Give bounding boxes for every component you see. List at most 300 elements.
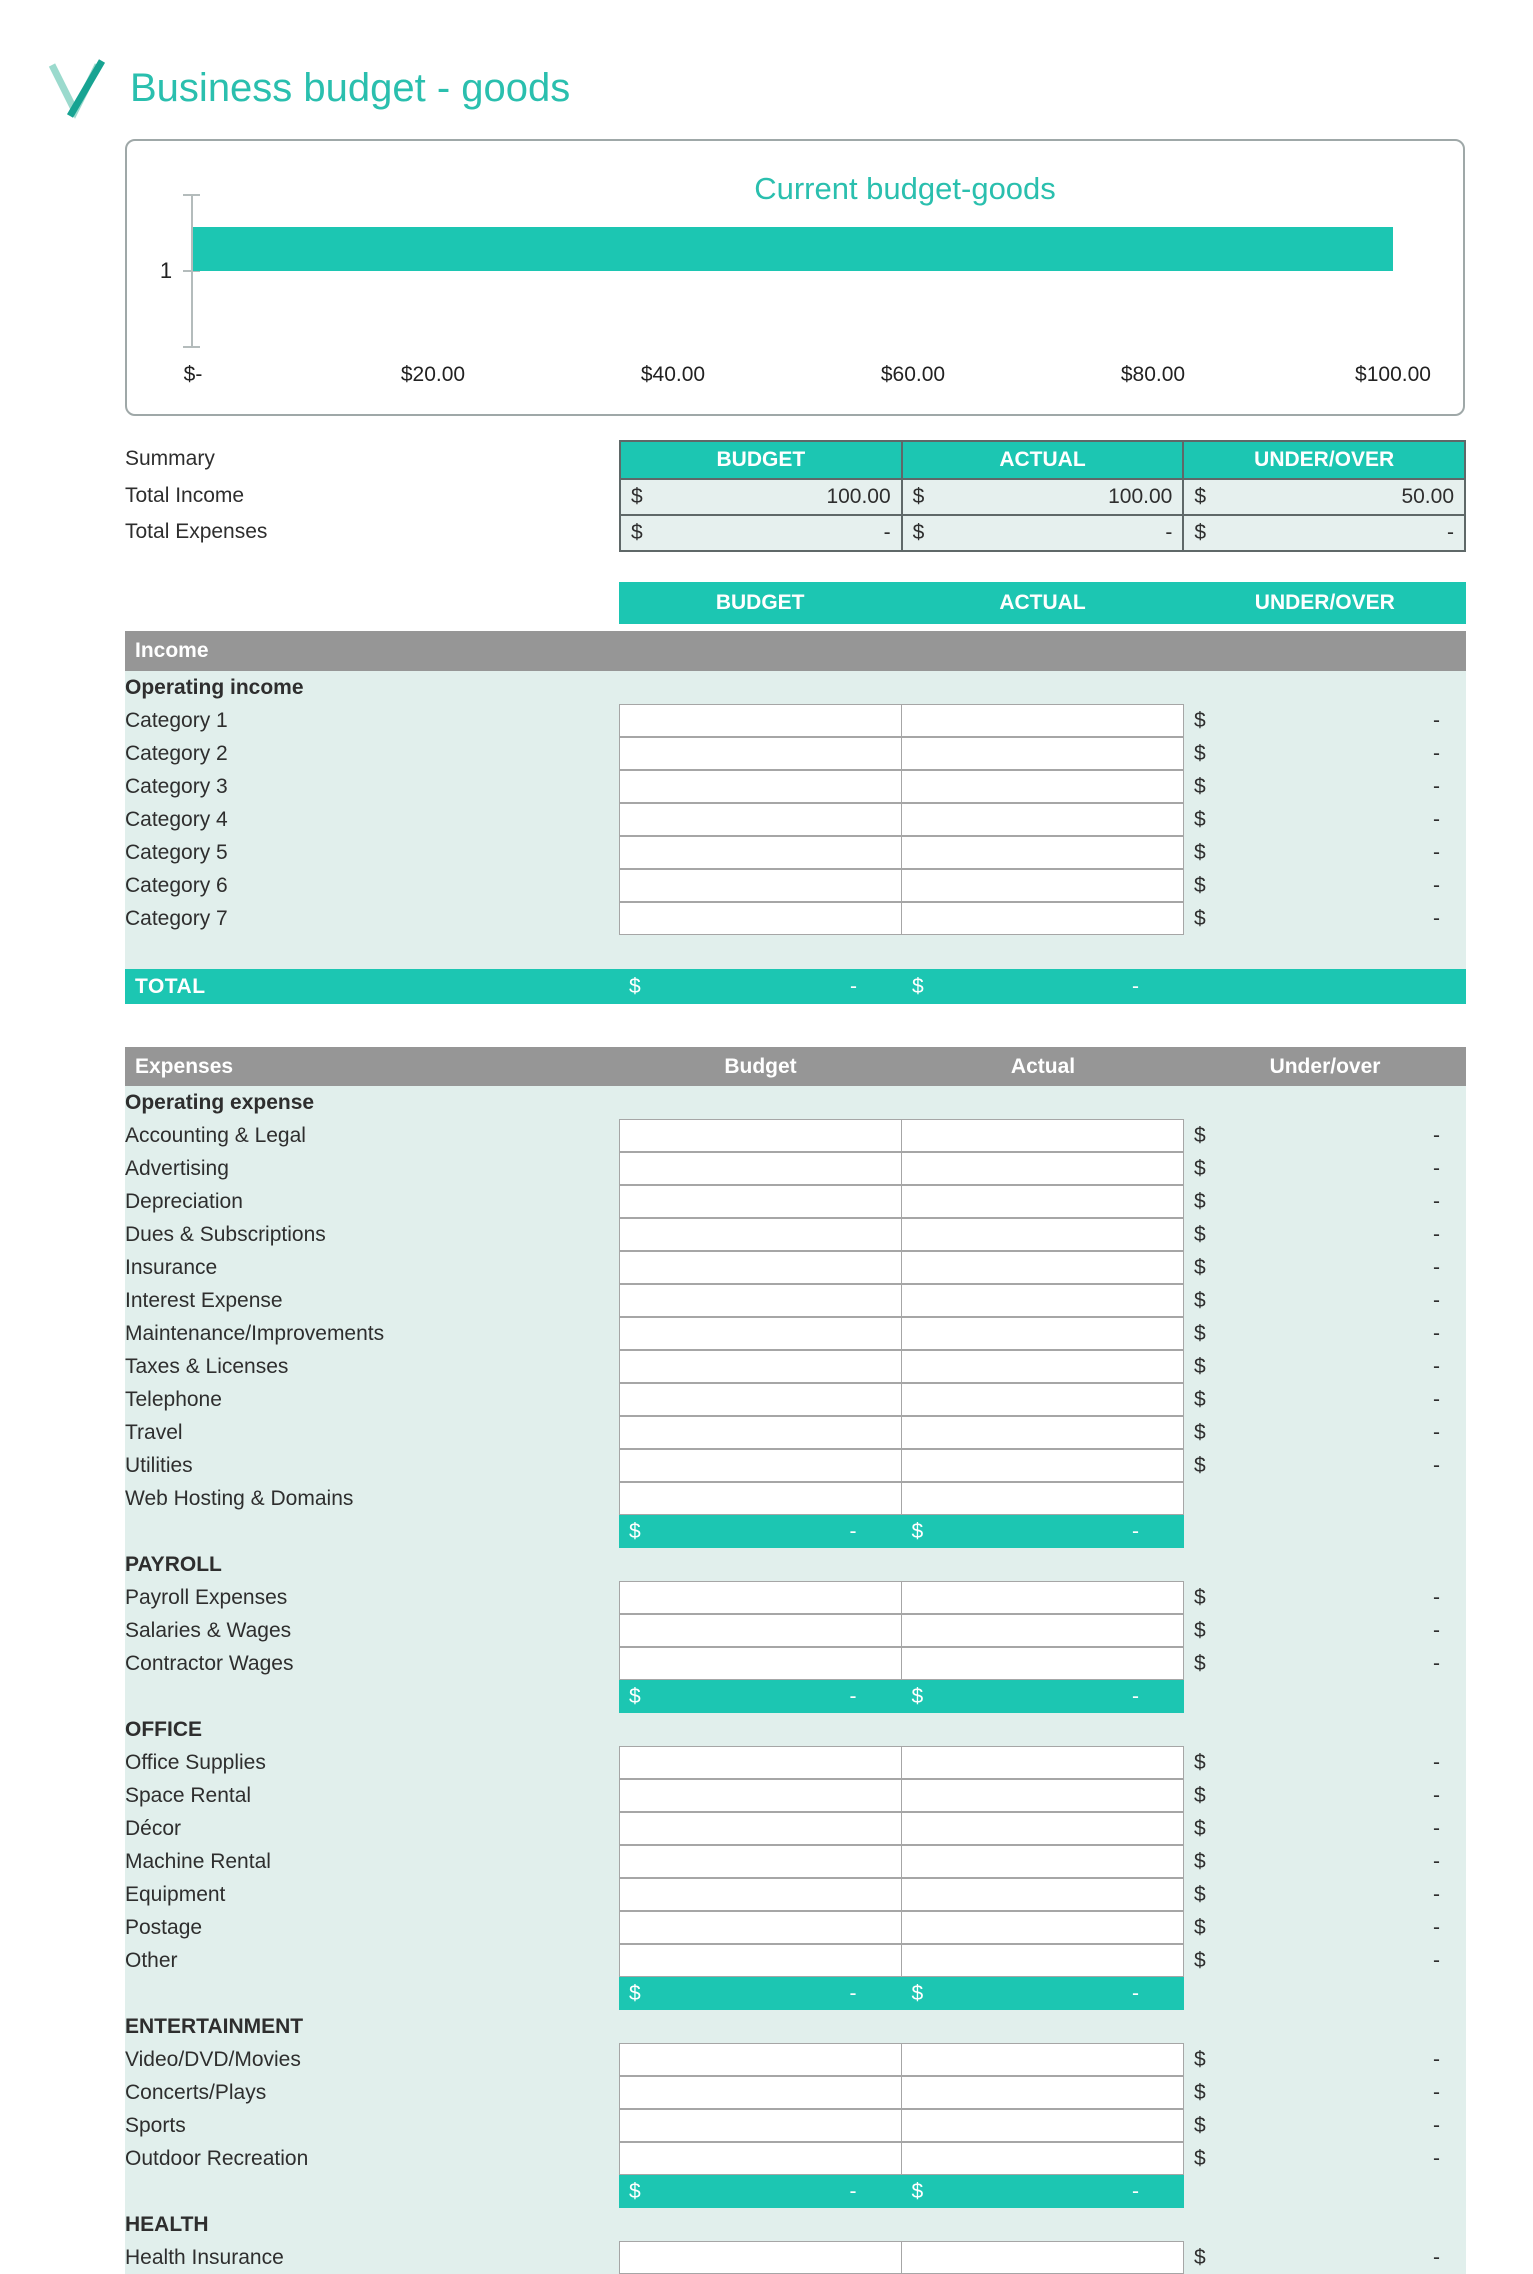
- table-row: [125, 1614, 1466, 1647]
- underover-cell: [1184, 704, 1466, 737]
- currency-symbol: $: [629, 974, 641, 998]
- budget-actual-cells: [619, 836, 1184, 869]
- income-gap: [125, 935, 1466, 969]
- underover-cell: [1184, 1152, 1466, 1185]
- underover-cell: [1184, 1185, 1466, 1218]
- row-label: Category 1: [125, 708, 228, 732]
- table-row: [125, 803, 1466, 836]
- group-label-row: [125, 1548, 1466, 1581]
- summary-side-labels: [125, 440, 619, 552]
- actual-cell-input[interactable]: [902, 1747, 1183, 1778]
- currency-symbol: $: [1194, 1288, 1206, 1312]
- budget-cell-input[interactable]: [620, 1945, 902, 1976]
- subtotal-bar: [619, 1977, 1184, 2010]
- underover-cell: [1184, 1614, 1466, 1647]
- budget-actual-cells: [619, 737, 1184, 770]
- underover-cell: [1184, 902, 1466, 935]
- group-label-row: [125, 671, 1466, 704]
- row-label: Outdoor Recreation: [125, 2146, 309, 2170]
- underover-value: -: [1433, 2113, 1440, 2137]
- currency-symbol: $: [911, 1684, 924, 1708]
- expenses-section-bar: [125, 1047, 1466, 1086]
- group-label: ENTERTAINMENT: [125, 2014, 304, 2038]
- table-row: [125, 2109, 1466, 2142]
- row-label: Dues & Subscriptions: [125, 1222, 326, 1246]
- actual-cell-input[interactable]: [902, 2110, 1183, 2141]
- underover-cell: [1184, 1911, 1466, 1944]
- income-section-bar: [125, 631, 1466, 671]
- budget-cell-input[interactable]: [620, 1384, 902, 1415]
- table-row: [125, 1845, 1466, 1878]
- subtotal-bar: [619, 1680, 1184, 1713]
- underover-cell: [1184, 1449, 1466, 1482]
- underover-cell: [1184, 1845, 1466, 1878]
- x-axis-tick-label: $80.00: [1120, 363, 1186, 386]
- actual-cell-input[interactable]: [902, 1780, 1183, 1811]
- budget-cell-input[interactable]: [620, 1747, 902, 1778]
- budget-cell-input[interactable]: [620, 2242, 902, 2273]
- budget-actual-cells: [619, 1284, 1184, 1317]
- subtotal-cell: [902, 2175, 1185, 2208]
- budget-cell-input[interactable]: [620, 705, 902, 736]
- currency-symbol: $: [912, 974, 924, 998]
- row-label: [125, 1977, 619, 2010]
- total-value: -: [850, 974, 857, 998]
- underover-value: -: [1433, 1189, 1440, 1213]
- actual-cell-input[interactable]: [902, 738, 1183, 769]
- actual-cell-input[interactable]: [902, 837, 1183, 868]
- total-value: -: [1132, 974, 1139, 998]
- budget-cell-input[interactable]: [620, 1879, 902, 1910]
- group-label-row: [125, 1713, 1466, 1746]
- underover-cell: [1184, 1284, 1466, 1317]
- currency-symbol: $: [1194, 1321, 1206, 1345]
- actual-cell-input[interactable]: [902, 2077, 1183, 2108]
- actual-cell-input[interactable]: [902, 1648, 1183, 1679]
- actual-cell-input[interactable]: [902, 1450, 1183, 1481]
- table-row: [125, 1416, 1466, 1449]
- table-row: [125, 2076, 1466, 2109]
- budget-actual-cells: [619, 1878, 1184, 1911]
- row-label: Utilities: [125, 1453, 193, 1477]
- budget-cell-input[interactable]: [620, 2044, 902, 2075]
- actual-cell-input[interactable]: [902, 1318, 1183, 1349]
- budget-actual-cells: [619, 1911, 1184, 1944]
- underover-value: -: [1433, 1849, 1440, 1873]
- row-label: Health Insurance: [125, 2245, 284, 2269]
- underover-cell: [1184, 1944, 1466, 1977]
- budget-cell-input[interactable]: [620, 1582, 902, 1613]
- currency-symbol: $: [1194, 1255, 1206, 1279]
- currency-symbol: $: [629, 1981, 641, 2005]
- actual-cell-input[interactable]: [902, 1879, 1183, 1910]
- underover-value: -: [1433, 1585, 1440, 1609]
- table-row: [125, 1251, 1466, 1284]
- underover-cell: [1184, 2076, 1466, 2109]
- actual-cell-input[interactable]: [902, 2143, 1183, 2174]
- row-label: Concerts/Plays: [125, 2080, 267, 2104]
- currency-symbol: $: [1194, 1387, 1206, 1411]
- subtotal-bar: [619, 2175, 1184, 2208]
- budget-cell-input[interactable]: [620, 1417, 902, 1448]
- row-label: Category 3: [125, 774, 228, 798]
- budget-cell-input[interactable]: [620, 1846, 902, 1877]
- underover-cell: [1184, 1251, 1466, 1284]
- currency-symbol: $: [1194, 1915, 1206, 1939]
- table-row: [125, 902, 1466, 935]
- currency-symbol: $: [1194, 807, 1206, 831]
- underover-value: -: [1433, 1783, 1440, 1807]
- underover-value: -: [1433, 1915, 1440, 1939]
- table-row: [125, 737, 1466, 770]
- budget-cell-input[interactable]: [620, 1615, 902, 1646]
- currency-symbol: $: [911, 2179, 924, 2203]
- expenses-header-underover: Under/over: [1269, 1054, 1381, 1078]
- underover-cell: [1184, 1581, 1466, 1614]
- table-row: [125, 2142, 1466, 2175]
- currency-symbol: $: [1194, 521, 1207, 544]
- total-income-actual-cell: [903, 480, 1185, 514]
- underover-cell: [1184, 1416, 1466, 1449]
- currency-symbol: $: [629, 2179, 641, 2203]
- budget-actual-cells: [619, 2109, 1184, 2142]
- underover-value: -: [1433, 1651, 1440, 1675]
- currency-symbol: $: [1194, 1750, 1206, 1774]
- chart-bar: [193, 227, 1393, 271]
- subtotal-actual-value: -: [1132, 1981, 1139, 2005]
- underover-value: -: [1433, 1354, 1440, 1378]
- underover-cell: [1184, 1647, 1466, 1680]
- budget-actual-cells: [619, 1383, 1184, 1416]
- subtotal-budget-value: -: [849, 1684, 857, 1708]
- currency-symbol: $: [1194, 485, 1207, 508]
- currency-symbol: $: [1194, 1453, 1206, 1477]
- underover-value: -: [1433, 741, 1440, 765]
- row-label: Telephone: [125, 1387, 222, 1411]
- budget-actual-cells: [619, 770, 1184, 803]
- budget-actual-cells: [619, 1812, 1184, 1845]
- underover-cell: [1184, 737, 1466, 770]
- actual-cell-input[interactable]: [902, 804, 1183, 835]
- currency-symbol: $: [1194, 1189, 1206, 1213]
- budget-cell-input[interactable]: [620, 903, 902, 934]
- row-label: Taxes & Licenses: [125, 1354, 289, 1378]
- actual-cell-input[interactable]: [902, 1582, 1183, 1613]
- budget-actual-cells: [619, 1152, 1184, 1185]
- currency-symbol: $: [629, 1519, 641, 1543]
- actual-cell-input[interactable]: [902, 1813, 1183, 1844]
- budget-cell-input[interactable]: [620, 1153, 902, 1184]
- underover-cell: [1184, 2142, 1466, 2175]
- underover-value: -: [1433, 1123, 1440, 1147]
- currency-symbol: $: [1194, 2113, 1206, 2137]
- underover-value: -: [1433, 1321, 1440, 1345]
- underover-value: -: [1433, 2047, 1440, 2071]
- subtotal-bar: [619, 1515, 1184, 1548]
- currency-symbol: $: [1194, 1420, 1206, 1444]
- x-axis-tick-label: $40.00: [640, 363, 706, 386]
- subtotal-cell: [902, 1977, 1185, 2010]
- group-label-row: [125, 2010, 1466, 2043]
- actual-cell-input[interactable]: [902, 1417, 1183, 1448]
- underover-value: -: [1433, 840, 1440, 864]
- budget-cell-input[interactable]: [620, 738, 902, 769]
- row-label: Category 5: [125, 840, 228, 864]
- subtotal-actual-value: -: [1132, 1519, 1139, 1543]
- total-income-underover-cell: [1184, 480, 1464, 514]
- actual-cell-input[interactable]: [902, 705, 1183, 736]
- budget-cell-input[interactable]: [620, 1648, 902, 1679]
- income-section-label: Income: [135, 639, 209, 662]
- subtotal-actual-value: -: [1132, 1684, 1139, 1708]
- budget-cell-input[interactable]: [620, 870, 902, 901]
- row-label: Equipment: [125, 1882, 226, 1906]
- currency-symbol: $: [1194, 774, 1206, 798]
- budget-cell-input[interactable]: [620, 1186, 902, 1217]
- total-actual-cell: [902, 969, 1184, 1004]
- table-row: [125, 1284, 1466, 1317]
- budget-cell-input[interactable]: [620, 1252, 902, 1283]
- row-label: Category 7: [125, 906, 228, 930]
- row-label: Interest Expense: [125, 1288, 283, 1312]
- budget-cell-input[interactable]: [620, 2143, 902, 2174]
- group-label: PAYROLL: [125, 1552, 222, 1576]
- summary-header-budget: BUDGET: [621, 442, 903, 478]
- underover-cell: [1184, 1746, 1466, 1779]
- budget-actual-cells: [619, 1416, 1184, 1449]
- budget-cell-input[interactable]: [620, 1351, 902, 1382]
- underover-cell: [1184, 1350, 1466, 1383]
- total-expenses-budget-cell: [621, 516, 903, 550]
- currency-symbol: $: [1194, 741, 1206, 765]
- underover-value: -: [1433, 1222, 1440, 1246]
- table-row: [125, 1746, 1466, 1779]
- budget-cell-input[interactable]: [620, 2077, 902, 2108]
- underover-value: -: [1433, 708, 1440, 732]
- actual-cell-input[interactable]: [902, 1219, 1183, 1250]
- underover-value: -: [1433, 1420, 1440, 1444]
- budget-cell-input[interactable]: [620, 804, 902, 835]
- summary-header-row: [621, 442, 1464, 478]
- subtotal-cell: [619, 1515, 902, 1548]
- budget-cell-input[interactable]: [620, 1219, 902, 1250]
- table-row: [125, 1350, 1466, 1383]
- currency-symbol: $: [1194, 1783, 1206, 1807]
- budget-cell-input[interactable]: [620, 1912, 902, 1943]
- table-row: [125, 2241, 1466, 2274]
- table-row: [125, 704, 1466, 737]
- budget-actual-cells: [619, 1350, 1184, 1383]
- currency-symbol: $: [631, 485, 643, 508]
- section-gap: [0, 1004, 1533, 1047]
- budget-actual-cells: [619, 1119, 1184, 1152]
- actual-cell-input[interactable]: [902, 2044, 1183, 2075]
- table-row: [125, 836, 1466, 869]
- expenses-area: [125, 1086, 1466, 2274]
- summary-total-income-row: [621, 478, 1464, 514]
- total-label: TOTAL: [135, 974, 206, 998]
- group-label: Operating expense: [125, 1090, 315, 1114]
- subtotal-row: [125, 1977, 1466, 2010]
- income-area: [125, 671, 1466, 1004]
- actual-cell-input[interactable]: [902, 2242, 1183, 2273]
- budget-actual-cells: [619, 1779, 1184, 1812]
- underover-cell: [1184, 2241, 1466, 2274]
- table-row: [125, 1911, 1466, 1944]
- row-label: Contractor Wages: [125, 1651, 294, 1675]
- table-row: [125, 1878, 1466, 1911]
- underover-value: -: [1433, 2245, 1440, 2269]
- budget-actual-cells: [619, 1482, 1184, 1515]
- x-axis-tick-label: $-: [183, 363, 203, 386]
- table-row: [125, 2043, 1466, 2076]
- budget-actual-cells: [619, 803, 1184, 836]
- budget-cell-input[interactable]: [620, 837, 902, 868]
- underover-value: -: [1433, 2146, 1440, 2170]
- currency-symbol: $: [1194, 1156, 1206, 1180]
- subtotal-row: [125, 1515, 1466, 1548]
- subtotal-budget-value: -: [849, 2179, 857, 2203]
- budget-actual-cells: [619, 902, 1184, 935]
- actual-cell-input[interactable]: [902, 1120, 1183, 1151]
- actual-cell-input[interactable]: [902, 1351, 1183, 1382]
- row-label: Depreciation: [125, 1189, 243, 1213]
- budget-actual-cells: [619, 1449, 1184, 1482]
- currency-symbol: $: [1194, 2245, 1206, 2269]
- total-income-underover-value: 50.00: [1401, 485, 1455, 508]
- currency-symbol: $: [1194, 708, 1206, 732]
- currency-symbol: $: [1194, 2146, 1206, 2170]
- summary-total-expenses-row: [621, 514, 1464, 550]
- actual-cell-input[interactable]: [902, 1186, 1183, 1217]
- underover-cell: [1184, 1878, 1466, 1911]
- actual-cell-input[interactable]: [902, 903, 1183, 934]
- budget-cell-input[interactable]: [620, 1318, 902, 1349]
- currency-symbol: $: [1194, 1585, 1206, 1609]
- actual-cell-input[interactable]: [902, 1153, 1183, 1184]
- axis-tick: [183, 194, 200, 196]
- row-label: [125, 1515, 619, 1548]
- underover-value: -: [1433, 774, 1440, 798]
- underover-cell: [1184, 1383, 1466, 1416]
- row-label: Décor: [125, 1816, 182, 1840]
- currency-symbol: $: [1194, 2080, 1206, 2104]
- subtotal-cell: [619, 1680, 902, 1713]
- budget-cell-input[interactable]: [620, 1813, 902, 1844]
- table-row: [125, 1218, 1466, 1251]
- page-title: Business budget - goods: [130, 66, 571, 110]
- underover-value: -: [1433, 873, 1440, 897]
- currency-symbol: $: [1194, 1123, 1206, 1147]
- summary-label: Summary: [125, 447, 215, 470]
- category-axis-label: 1: [159, 258, 173, 283]
- subtotal-row: [125, 1680, 1466, 1713]
- actual-cell-input[interactable]: [902, 1846, 1183, 1877]
- currency-symbol: $: [631, 521, 643, 544]
- actual-cell-input[interactable]: [902, 1252, 1183, 1283]
- underover-cell: [1184, 869, 1466, 902]
- currency-symbol: $: [912, 521, 925, 544]
- budget-actual-cells: [619, 2076, 1184, 2109]
- table-row: [125, 1779, 1466, 1812]
- x-axis-tick-label: $100.00: [1355, 363, 1431, 386]
- underover-cell: [1184, 1779, 1466, 1812]
- underover-value: -: [1433, 1882, 1440, 1906]
- subtotal-actual-value: -: [1132, 2179, 1139, 2203]
- budget-cell-input[interactable]: [620, 1120, 902, 1151]
- row-label: Accounting & Legal: [125, 1123, 306, 1147]
- budget-cell-input[interactable]: [620, 1483, 902, 1514]
- expenses-section-label: Expenses: [135, 1054, 234, 1078]
- row-label: Space Rental: [125, 1783, 252, 1807]
- row-label: Travel: [125, 1420, 183, 1444]
- subtotal-cell: [619, 1977, 902, 2010]
- row-label: Sports: [125, 2113, 186, 2137]
- currency-symbol: $: [1194, 1948, 1206, 1972]
- budget-cell-input[interactable]: [620, 1450, 902, 1481]
- currency-symbol: $: [629, 1684, 641, 1708]
- actual-cell-input[interactable]: [902, 1912, 1183, 1943]
- actual-cell-input[interactable]: [902, 1615, 1183, 1646]
- actual-cell-input[interactable]: [902, 870, 1183, 901]
- currency-symbol: $: [1194, 1354, 1206, 1378]
- table-row: [125, 1185, 1466, 1218]
- summary-row-label: Total Income: [125, 484, 245, 507]
- total-income-budget-value: 100.00: [826, 485, 891, 508]
- budget-cell-input[interactable]: [620, 771, 902, 802]
- budget-actual-cells: [619, 704, 1184, 737]
- chart-card: [125, 139, 1465, 416]
- row-label: Salaries & Wages: [125, 1618, 292, 1642]
- expenses-header-actual: Actual: [1010, 1054, 1076, 1078]
- row-label: Other: [125, 1948, 178, 1972]
- column-header-budget: BUDGET: [715, 591, 805, 614]
- actual-cell-input[interactable]: [902, 1285, 1183, 1316]
- table-row: [125, 1944, 1466, 1977]
- budget-actual-cells: [619, 1944, 1184, 1977]
- actual-cell-input[interactable]: [902, 771, 1183, 802]
- actual-cell-input[interactable]: [902, 1945, 1183, 1976]
- underover-value: -: [1433, 1288, 1440, 1312]
- underover-cell: [1184, 770, 1466, 803]
- underover-cell: [1184, 1482, 1466, 1515]
- budget-cell-input[interactable]: [620, 2110, 902, 2141]
- actual-cell-input[interactable]: [902, 1483, 1183, 1514]
- table-row: [125, 1152, 1466, 1185]
- budget-cell-input[interactable]: [620, 1780, 902, 1811]
- underover-value: -: [1433, 807, 1440, 831]
- budget-actual-cells: [619, 1218, 1184, 1251]
- actual-cell-input[interactable]: [902, 1384, 1183, 1415]
- row-label: [125, 1680, 619, 1713]
- row-label: Video/DVD/Movies: [125, 2047, 301, 2071]
- page-header: [44, 0, 1533, 120]
- underover-cell: [1184, 1317, 1466, 1350]
- table-row: [125, 1647, 1466, 1680]
- underover-cell: [1184, 1218, 1466, 1251]
- underover-cell: [1184, 2043, 1466, 2076]
- currency-symbol: $: [1194, 1651, 1206, 1675]
- table-row: [125, 1581, 1466, 1614]
- row-label: Advertising: [125, 1156, 229, 1180]
- summary-section: [125, 440, 1533, 552]
- subtotal-row: [125, 2175, 1466, 2208]
- column-header-row: [619, 582, 1466, 624]
- budget-cell-input[interactable]: [620, 1285, 902, 1316]
- table-row: [125, 1383, 1466, 1416]
- currency-symbol: $: [1194, 1816, 1206, 1840]
- total-expenses-actual-value: -: [1165, 521, 1173, 544]
